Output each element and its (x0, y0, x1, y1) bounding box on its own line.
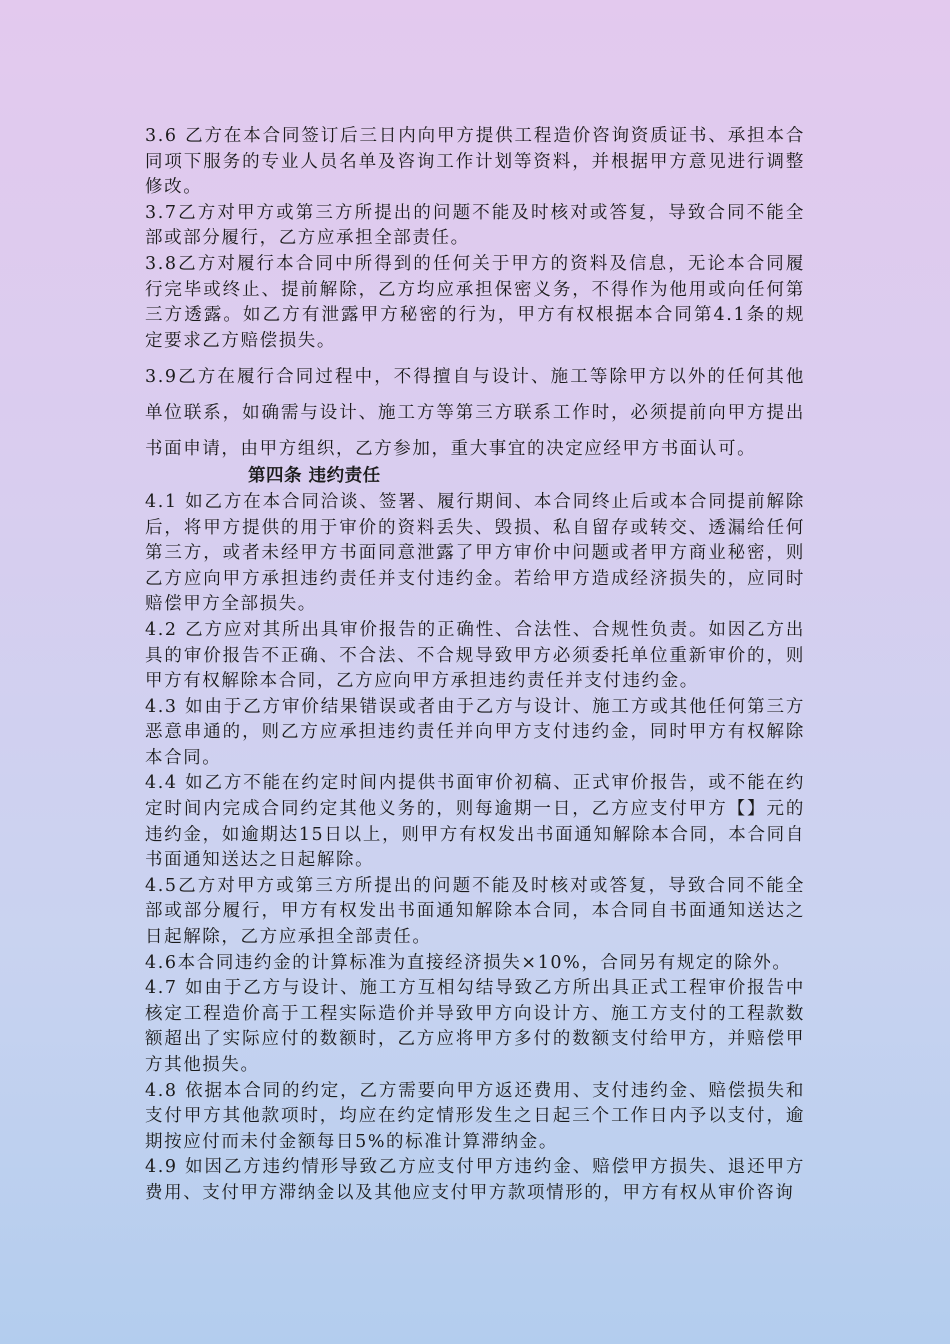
clause-4-3: 4.3 如由于乙方审价结果错误或者由于乙方与设计、施工方或其他任何第三方恶意串通的，则乙方应承担违约责任并向甲方支付违约金，同时甲方有权解除本合同。 (145, 696, 805, 768)
section-heading-article-4: 第四条 违约责任 (248, 466, 381, 487)
clause-3-6: 3.6 乙方在本合同签订后三日内向甲方提供工程造价咨询资质证书、承担本合同项下服务的专业人员名单及咨询工作计划等资料，并根据甲方意见进行调整修改。 (145, 126, 805, 198)
clause-4-2: 4.2 乙方应对其所出具审价报告的正确性、合法性、合规性负责。如因乙方出具的审价报告不正确、不合法、不合规导致甲方必须委托单位重新审价的，则甲方有权解除本合同，乙方应向甲方承担违约责任并支付违约金。 (145, 619, 805, 692)
clause-3-9: 3.9乙方在履行合同过程中，不得擅自与设计、施工等除甲方以外的任何其他单位联系，如确需与设计、施工方等第三方联系工作时，必须提前向甲方提出书面申请，由甲方组织，乙方参加，重大事宜的决定应经甲方书面认可。 (145, 367, 805, 460)
clause-4-5: 4.5乙方对甲方或第三方所提出的问题不能及时核对或答复，导致合同不能全部或部分履行，甲方有权发出书面通知解除本合同，本合同自书面通知送达之日起解除，乙方应承担全部责任。 (145, 875, 805, 948)
clause-3-7: 3.7乙方对甲方或第三方所提出的问题不能及时核对或答复，导致合同不能全部或部分履行，乙方应承担全部责任。 (145, 202, 805, 249)
clause-4-6: 4.6本合同违约金的计算标准为直接经济损失×10%，合同另有规定的除外。 (145, 952, 792, 973)
clause-4-9: 4.9 如因乙方违约情形导致乙方应支付甲方违约金、赔偿甲方损失、退还甲方费用、支付甲方滞纳金以及其他应支付甲方款项情形的，甲方有权从审价咨询 (145, 1157, 805, 1203)
clause-4-1: 4.1 如乙方在本合同洽谈、签署、履行期间、本合同终止后或本合同提前解除后，将甲方提供的用于审价的资料丢失、毁损、私自留存或转交、透漏给任何第三方，或者未经甲方书面同意泄露了甲方审价中问题或者甲方商业秘密，则乙方应向甲方承担违约责任并支付违约金。若给甲方造成经济损失的，应同时赔偿甲方全部损失。 (145, 491, 805, 615)
document-body (145, 124, 805, 1207)
clause-4-7: 4.7 如由于乙方与设计、施工方互相勾结导致乙方所出具正式工程审价报告中核定工程造价高于工程实际造价并导致甲方向设计方、施工方支付的工程款数额超出了实际应付的数额时，乙方应将甲方多付的数额支付给甲方，并赔偿甲方其他损失。 (145, 978, 805, 1075)
clause-4-8: 4.8 依据本合同的约定，乙方需要向甲方返还费用、支付违约金、赔偿损失和支付甲方其他款项时，均应在约定情形发生之日起三个工作日内予以支付，逾期按应付而未付金额每日5%的标准计算滞纳金。 (145, 1080, 805, 1152)
clause-4-4: 4.4 如乙方不能在约定时间内提供书面审价初稿、正式审价报告，或不能在约定时间内完成合同约定其他义务的，则每逾期一日，乙方应支付甲方【】元的违约金，如逾期达15日以上，则甲方有权发出书面通知解除本合同，本合同自书面通知送达之日起解除。 (145, 773, 805, 871)
clause-3-8: 3.8乙方对履行本合同中所得到的任何关于甲方的资料及信息，无论本合同履行完毕或终止、提前解除，乙方均应承担保密义务，不得作为他用或向任何第三方透露。如乙方有泄露甲方秘密的行为，甲方有权根据本合同第4.1条的规定要求乙方赔偿损失。 (145, 253, 805, 351)
